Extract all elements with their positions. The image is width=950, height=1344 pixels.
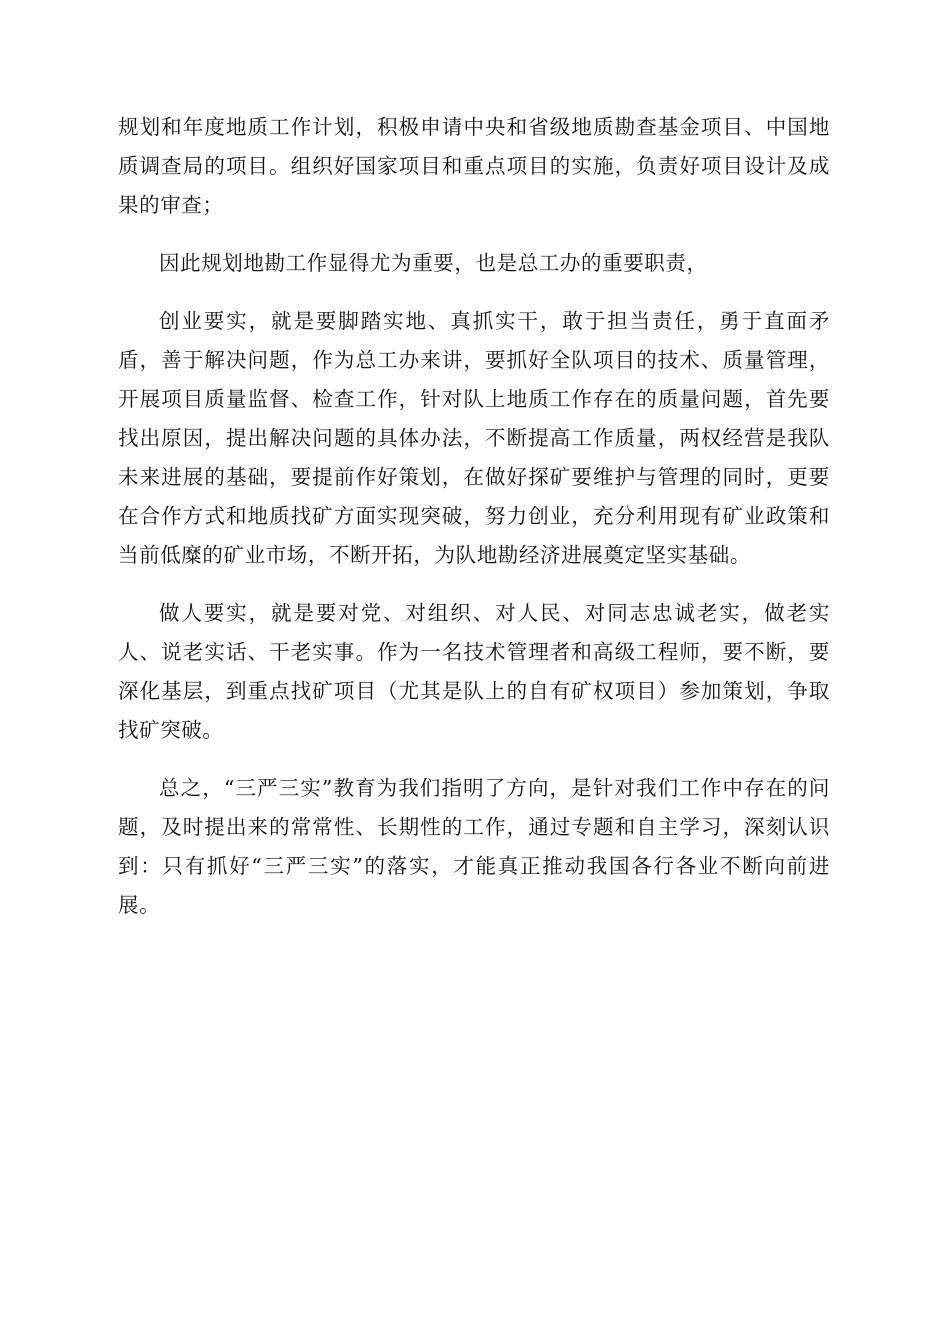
paragraph-planning-duty: 因此规划地勘工作显得尤为重要，也是总工办的重要职责， bbox=[159, 251, 708, 275]
document-body bbox=[118, 108, 830, 925]
paragraph-person-practical: 做人要实，就是要对党、对组织、对人民、对同志忠诚老实，做老实人、说老实话、干老实事。作为一名技术管理者和高级工程师，要不断，要深化基层，到重点找矿项目（尤其是队上的自有矿权项目）参加策划，争取找矿突破。 bbox=[118, 601, 830, 742]
paragraph-conclusion: 总之，“三严三实”教育为我们指明了方向，是针对我们工作中存在的问题，及时提出来的常常性、长期性的工作，通过专题和自主学习，深刻认识到：只有抓好“三严三实”的落实，才能真正推动我国各行各业不断向前进展。 bbox=[118, 776, 830, 917]
paragraph-enterprise-practical: 创业要实，就是要脚踏实地、真抓实干，敢于担当责任，勇于直面矛盾，善于解决问题，作为总工办来讲，要抓好全队项目的技术、质量管理，开展项目质量监督、检查工作，针对队上地质工作存在的质量问题，首先要找出原因，提出解决问题的具体办法，不断提高工作质量，两权经营是我队未来进展的基础，要提前作好策划，在做好探矿要维护与管理的同时，更要在合作方式和地质找矿方面实现突破，努力创业，充分利用现有矿业政策和当前低糜的矿业市场，不断开拓，为队地勘经济进展奠定坚实基础。 bbox=[118, 309, 830, 567]
paragraph-continued: 规划和年度地质工作计划，积极申请中央和省级地质勘查基金项目、中国地质调查局的项目。组织好国家项目和重点项目的实施，负责好项目设计及成果的审查； bbox=[118, 115, 830, 217]
